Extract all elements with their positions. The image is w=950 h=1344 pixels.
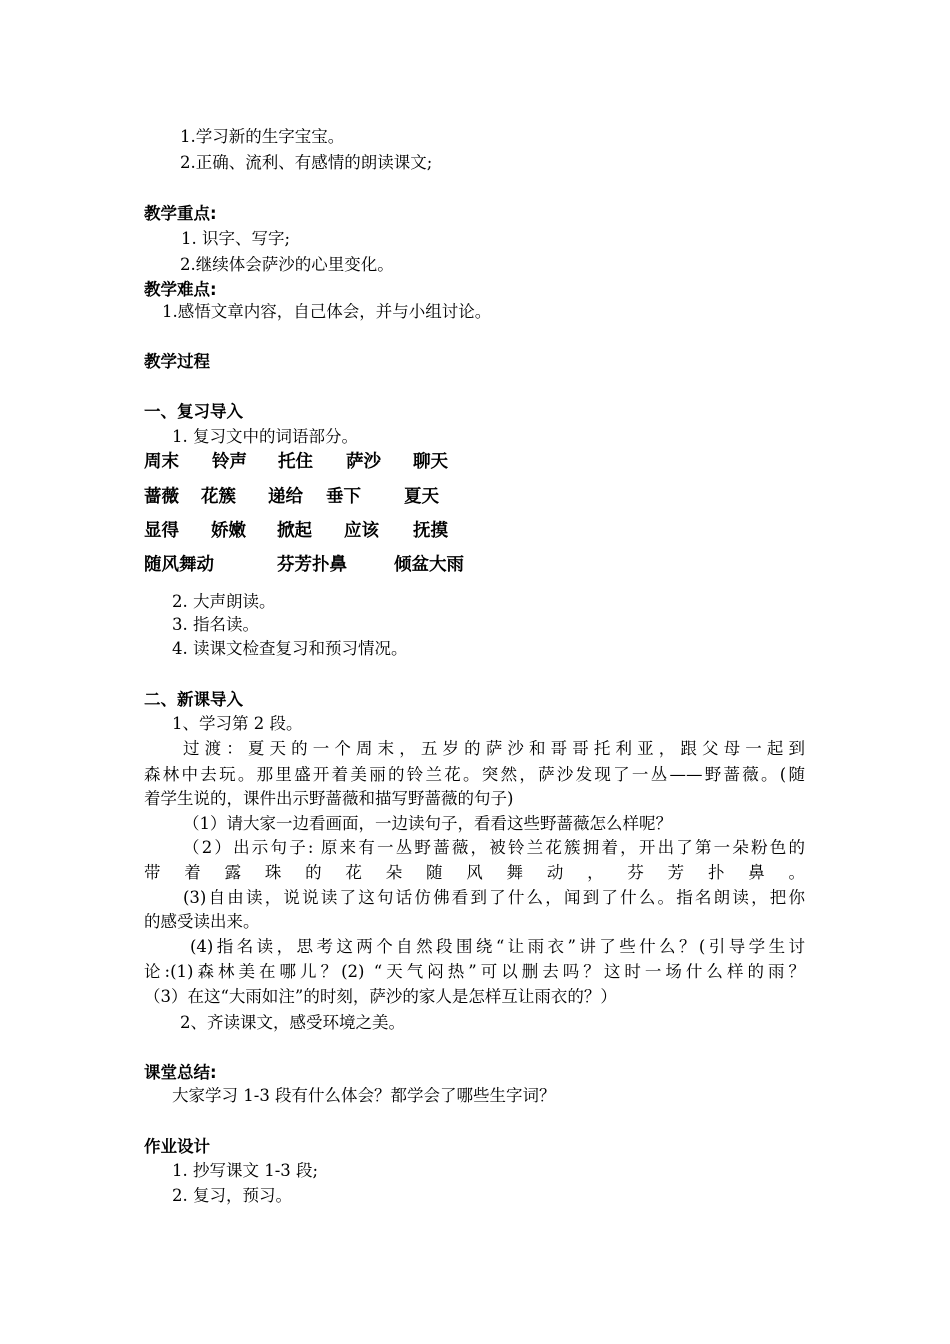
vocab-word: 抚摸 bbox=[413, 521, 448, 541]
question-2-line-2: 带着露珠的花朵随风舞动，芬芳扑鼻。 bbox=[144, 863, 805, 882]
vocab-word: 夏天 bbox=[404, 487, 439, 507]
vocab-word: 递给 bbox=[268, 487, 303, 507]
vocab-word: 垂下 bbox=[326, 487, 361, 507]
vocab-word: 托住 bbox=[278, 452, 313, 472]
vocab-word: 随风舞动 bbox=[144, 555, 214, 575]
vocab-word: 铃声 bbox=[212, 452, 247, 472]
vocab-word: 掀起 bbox=[277, 521, 312, 541]
section1-item-3: 3. 指名读。 bbox=[172, 615, 259, 634]
question-4-line-1: (4)指名读，思考这两个自然段围绕“让雨衣”讲了些什么？(引导学生讨 bbox=[190, 937, 805, 956]
vocab-word: 蔷薇 bbox=[144, 487, 179, 507]
objective-item-1: 1.学习新的生字宝宝。 bbox=[180, 127, 345, 146]
difficulty-item-1: 1.感悟文章内容，自己体会，并与小组讨论。 bbox=[162, 302, 492, 321]
vocab-word: 显得 bbox=[144, 521, 179, 541]
vocab-word: 应该 bbox=[344, 521, 379, 541]
vocab-word: 娇嫩 bbox=[211, 521, 246, 541]
homework-item-2: 2. 复习，预习。 bbox=[172, 1186, 292, 1205]
section1-item-2: 2. 大声朗读。 bbox=[172, 592, 276, 611]
transition-line-1: 过渡：夏天的一个周末，五岁的萨沙和哥哥托利亚，跟父母一起到 bbox=[183, 739, 805, 758]
section1-item-1: 1. 复习文中的词语部分。 bbox=[172, 427, 358, 446]
transition-line-3: 着学生说的，课件出示野蔷薇和描写野蔷薇的句子) bbox=[144, 789, 514, 808]
homework-heading: 作业设计 bbox=[144, 1137, 210, 1156]
section2-step-2: 2、齐读课文，感受环境之美。 bbox=[180, 1013, 405, 1032]
homework-item-1: 1. 抄写课文 1-3 段; bbox=[172, 1161, 319, 1180]
summary-heading: 课堂总结: bbox=[144, 1063, 217, 1082]
question-3-line-1: (3)自由读，说说读了这句话仿佛看到了什么，闻到了什么。指名朗读，把你 bbox=[183, 888, 805, 907]
objective-item-2: 2.正确、流利、有感情的朗读课文; bbox=[180, 153, 433, 172]
question-3-line-2: 的感受读出来。 bbox=[144, 912, 260, 931]
question-2-line-1: （2）出示句子: 原来有一丛野蔷薇，被铃兰花簇拥着，开出了第一朵粉色的 bbox=[183, 838, 805, 857]
key-point-item-2: 2.继续体会萨沙的心里变化。 bbox=[180, 255, 394, 274]
question-4-line-3: （3）在这“大雨如注”的时刻，萨沙的家人是怎样互让雨衣的？） bbox=[144, 987, 617, 1006]
summary-text: 大家学习 1-3 段有什么体会？都学会了哪些生字词？ bbox=[172, 1086, 556, 1105]
section2-heading: 二、新课导入 bbox=[144, 690, 243, 709]
vocab-word: 萨沙 bbox=[346, 452, 381, 472]
key-points-heading: 教学重点: bbox=[144, 204, 217, 223]
section1-heading: 一、复习导入 bbox=[144, 402, 243, 421]
key-point-item-1: 1. 识字、写字; bbox=[181, 229, 291, 248]
process-title: 教学过程 bbox=[144, 352, 210, 371]
vocab-word: 芬芳扑鼻 bbox=[277, 555, 347, 575]
difficulties-heading: 教学难点: bbox=[144, 280, 217, 299]
vocab-word: 周末 bbox=[144, 452, 179, 472]
section1-item-4: 4. 读课文检查复习和预习情况。 bbox=[172, 639, 408, 658]
question-1: （1）请大家一边看画面，一边读句子，看看这些野蔷薇怎么样呢？ bbox=[183, 814, 672, 833]
section2-step-1: 1、学习第 2 段。 bbox=[172, 714, 303, 733]
vocab-word: 花簇 bbox=[201, 487, 236, 507]
vocab-word: 倾盆大雨 bbox=[394, 555, 464, 575]
transition-line-2: 森林中去玩。那里盛开着美丽的铃兰花。突然，萨沙发现了一丛——野蔷薇。(随 bbox=[144, 765, 805, 784]
vocab-word: 聊天 bbox=[413, 452, 448, 472]
question-4-line-2: 论:(1)森林美在哪儿？(2) “天气闷热”可以删去吗？这时一场什么样的雨？ bbox=[144, 962, 805, 981]
